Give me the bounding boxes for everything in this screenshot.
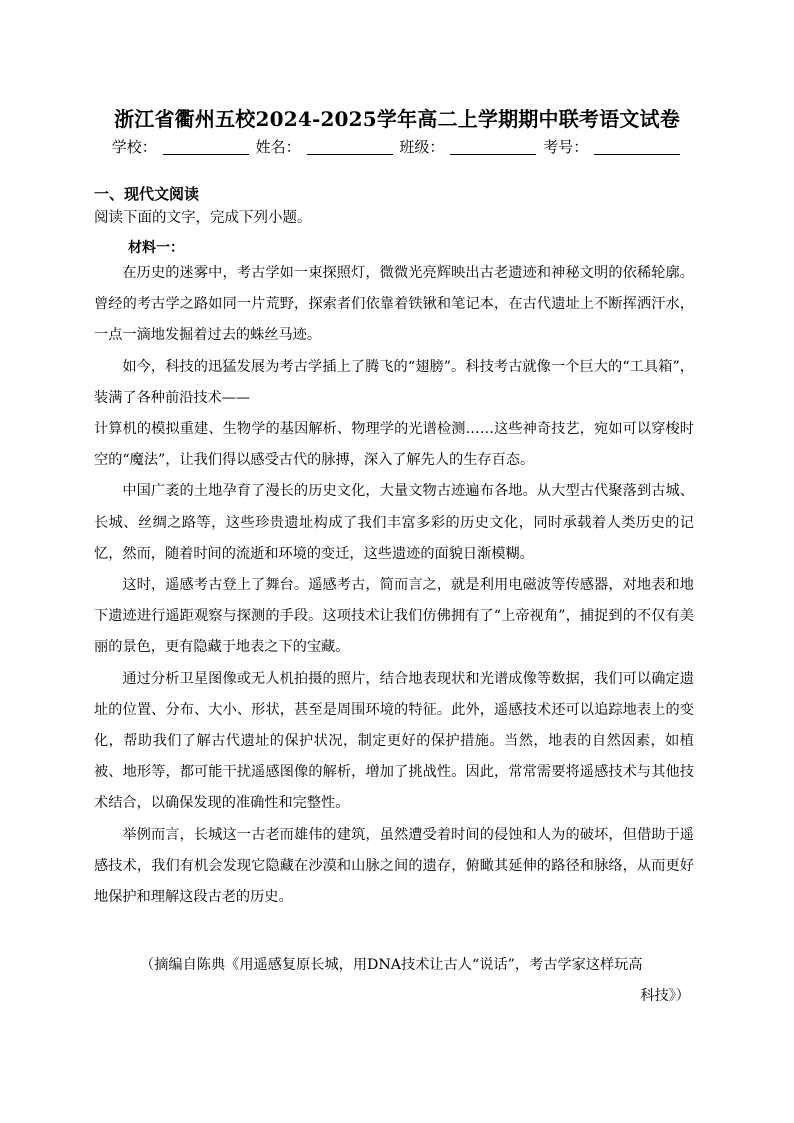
school-blank[interactable] [163, 140, 249, 155]
paragraph: 计算机的模拟重建、生物学的基因解析、物理学的光谱检测……这些神奇技艺，宛如可以穿梭时空的“魔法”，让我们得以感受古代的脉搏，深入了解先人的生存百态。 [94, 421, 694, 469]
exam-title: 浙江省衢州五校2024-2025学年高二上学期期中联考语文试卷 [114, 107, 680, 131]
paragraph: 如今，科技的迅猛发展为考古学插上了腾飞的“翅膀”。科技考古就像一个巨大的“工具箱”，装满了各种前沿技术—— [94, 358, 694, 406]
name-blank[interactable] [307, 140, 393, 155]
paragraph: 中国广袤的土地孕育了漫长的历史文化，大量文物古迹遍布各地。从大型古代聚落到古城、长城、丝绸之路等，这些珍贵遗址构成了我们丰富多彩的历史文化，同时承载着人类历史的记忆，然而，随着时间的流逝和环境的变迁，这些遗迹的面貌日渐模糊。 [94, 483, 694, 562]
source-citation [94, 950, 694, 1012]
source-citation-line: （摘编自陈典《用遥感复原长城，用DNA技术让古人“说话”，考古学家这样玩高 [140, 957, 643, 973]
material-body [94, 258, 694, 913]
student-info-line [0, 136, 794, 157]
paragraph: 举例而言，长城这一古老而雄伟的建筑，虽然遭受着时间的侵蚀和人为的破坏，但借助于遥感技术，我们有机会发现它隐藏在沙漠和山脉之间的遗存，俯瞰其延伸的路径和脉络，从而更好地保护和理解这段古老的历史。 [94, 826, 694, 906]
name-label: 姓名： [255, 138, 301, 156]
section-heading: 一、现代文阅读 [94, 185, 200, 203]
exam-number-blank[interactable] [594, 140, 680, 155]
material-title: 材料一： [128, 240, 184, 256]
class-label: 班级： [399, 138, 445, 156]
exam-number-label: 考号： [543, 138, 589, 156]
paragraph: 这时，遥感考古登上了舞台。遥感考古，简而言之，就是利用电磁波等传感器，对地表和地下遗迹进行遥距观察与探测的手段。这项技术让我们仿佛拥有了“上帝视角”，捕捉到的不仅有美丽的景色，更有隐藏于地表之下的宝藏。 [94, 577, 694, 656]
class-blank[interactable] [450, 140, 536, 155]
school-label: 学校： [111, 138, 157, 156]
source-citation-line: 科技》） [640, 988, 690, 1004]
section-instruction: 阅读下面的文字，完成下列小题。 [94, 210, 312, 226]
paragraph: 在历史的迷雾中，考古学如一束探照灯，微微光亮辉映出古老遗迹和神秘文明的依稀轮廓。曾经的考古学之路如同一片荒野，探索者们依靠着铁锹和笔记本，在古代遗址上不断挥洒汗水，一点一滴地发掘着过去的蛛丝马迹。 [94, 265, 694, 344]
paragraph: 通过分析卫星图像或无人机拍摄的照片，结合地表现状和光谱成像等数据，我们可以确定遗址的位置、分布、大小、形状，甚至是周围环境的特征。此外，遥感技术还可以追踪地表上的变化，帮助我们了解古代遗址的保护状况，制定更好的保护措施。当然，地表的自然因素，如植被、地形等，都可能干扰遥感图像的解析，增加了挑战性。因此，常常需要将遥感技术与其他技术结合，以确保发现的准确性和完整性。 [94, 670, 694, 812]
